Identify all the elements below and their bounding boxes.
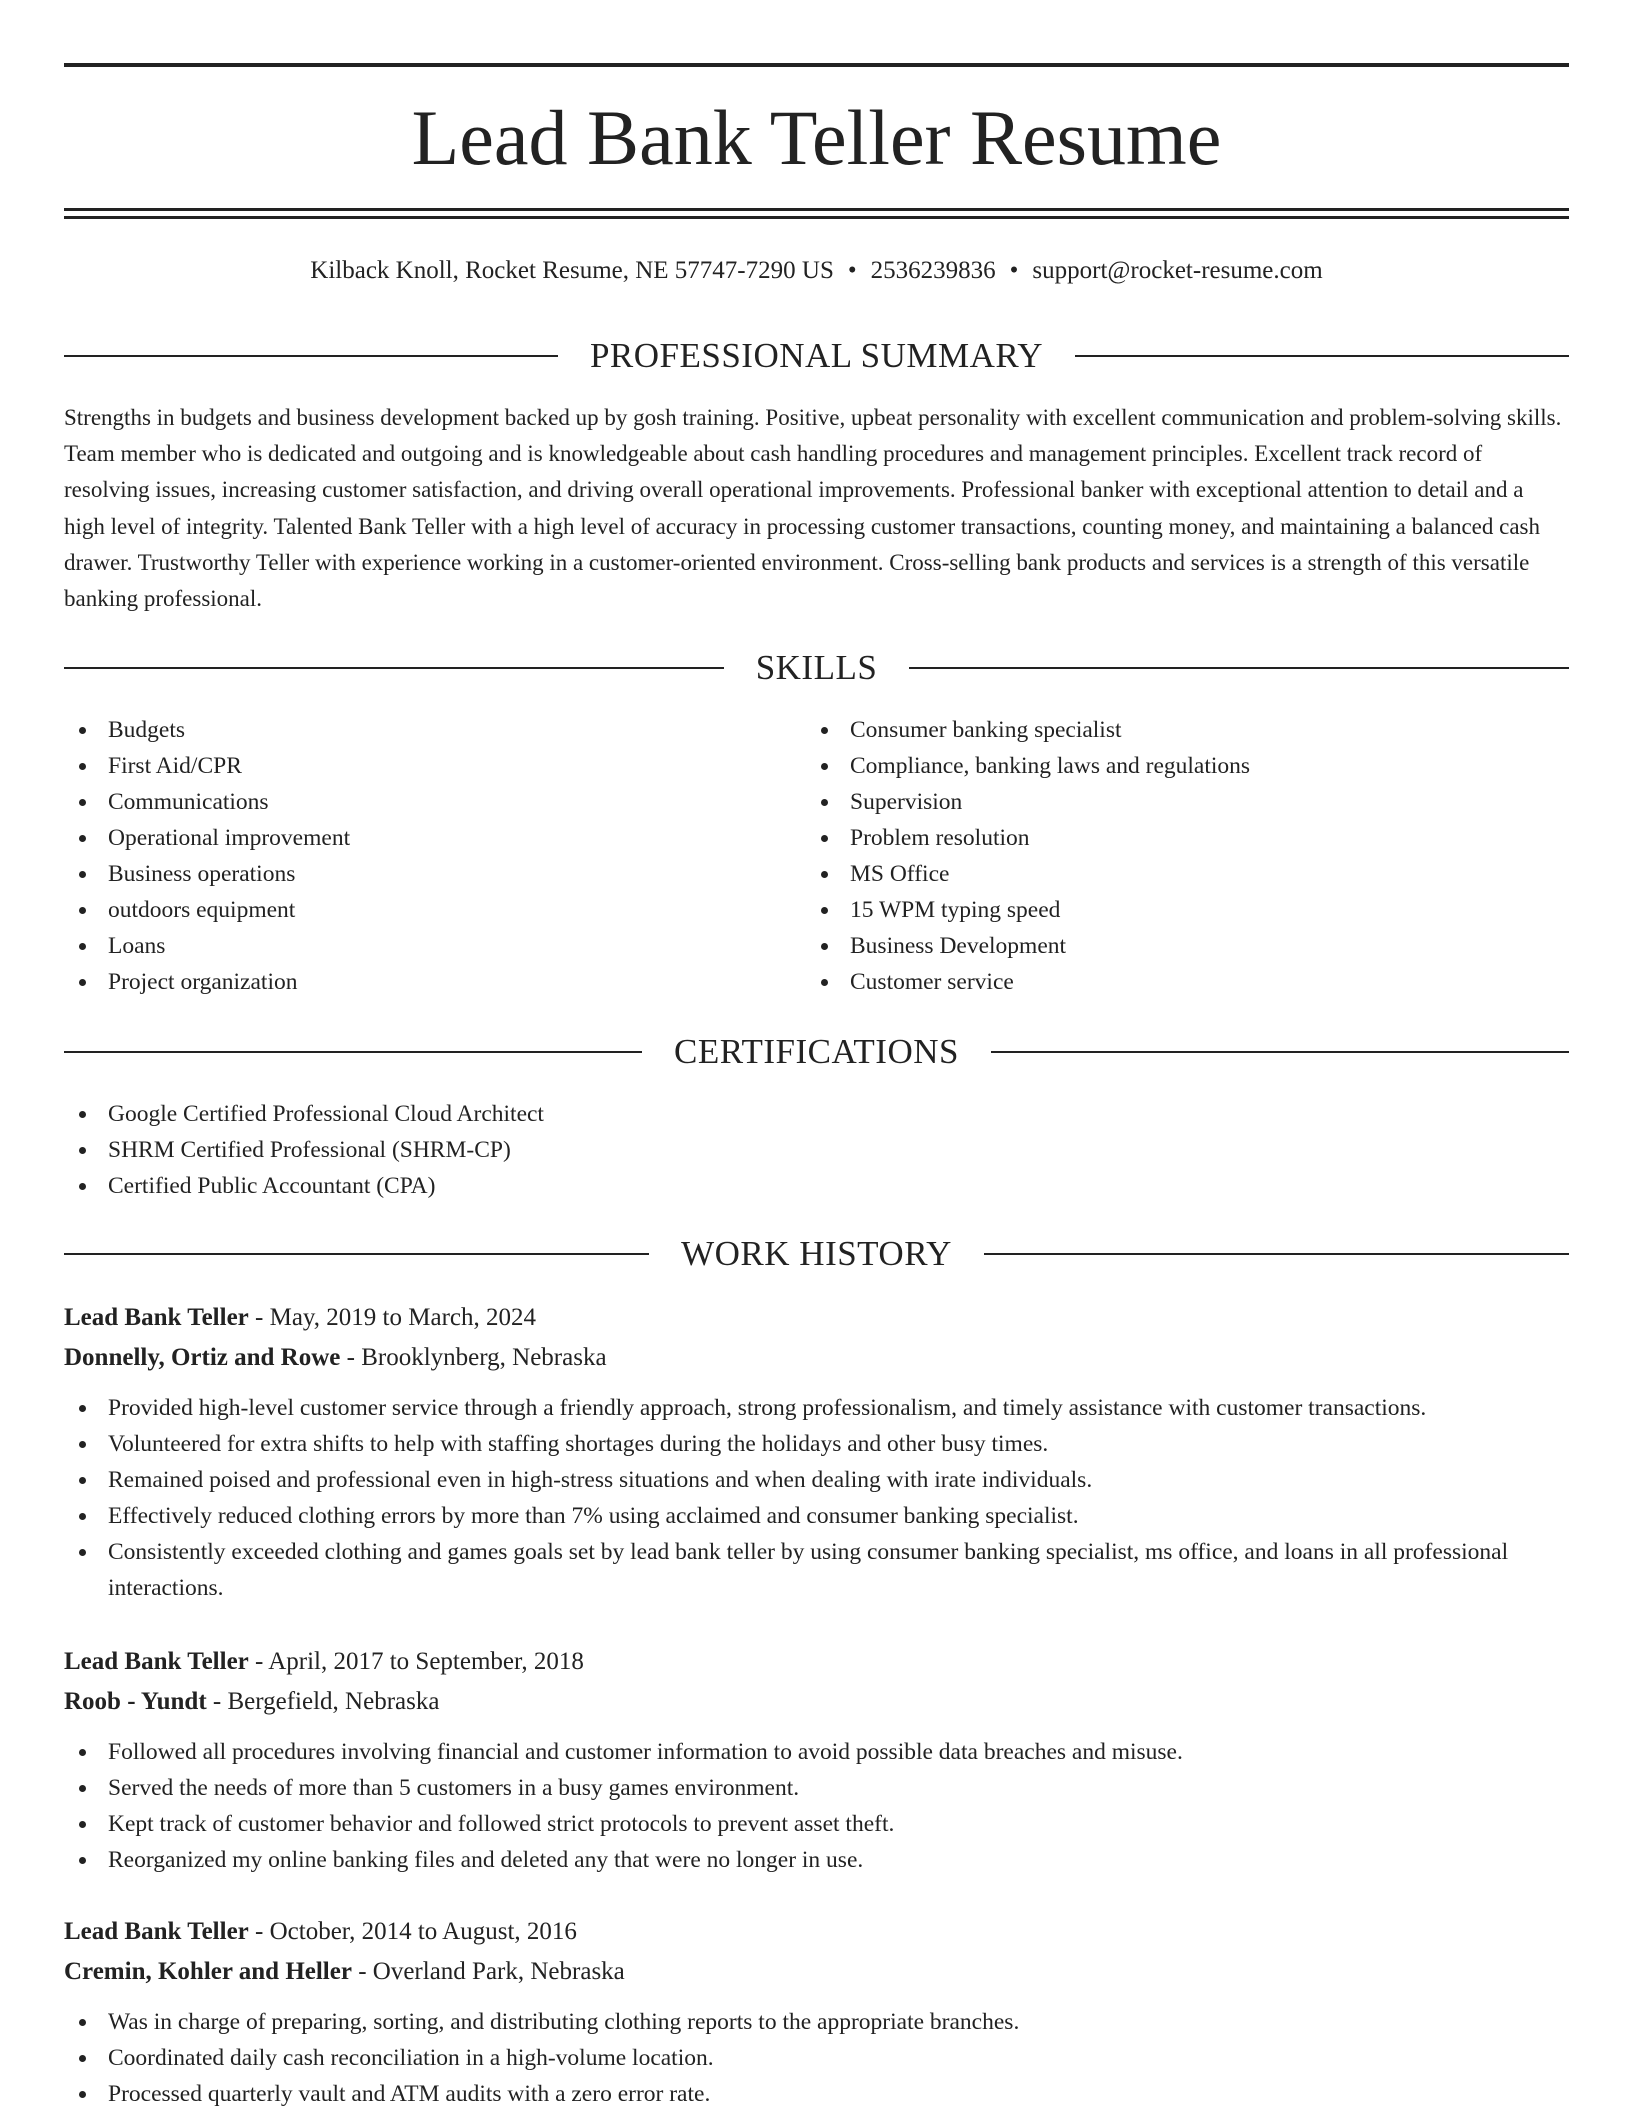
job-dates: October, 2014 to August, 2016 (269, 1918, 577, 1945)
job-title-line: Lead Bank Teller - October, 2014 to August, 2016 (64, 1918, 577, 1945)
job-title-line: Lead Bank Teller - April, 2017 to September, 2018 (64, 1648, 584, 1675)
contact-line (64, 254, 1569, 288)
job-dates: April, 2017 to September, 2018 (268, 1648, 584, 1675)
job-entry (64, 1912, 1569, 2112)
certifications-list (64, 1096, 1569, 1204)
title-rule-upper (64, 208, 1569, 211)
list-item: outdoors equipment (64, 892, 764, 928)
list-item: Business operations (64, 856, 764, 892)
job-company-line: Roob - Yundt - Bergefield, Nebraska (64, 1688, 440, 1715)
job-location: Brooklynberg, Nebraska (361, 1344, 607, 1371)
section-title: SKILLS (755, 648, 878, 687)
list-item: Volunteered for extra shifts to help with staffing shortages during the holidays and other busy times. (64, 1426, 1569, 1462)
list-item: Consumer banking specialist (806, 712, 1566, 748)
list-item: Remained poised and professional even in high-stress situations and when dealing with irate individuals. (64, 1462, 1569, 1498)
list-item: Followed all procedures involving financial and customer information to avoid possible data breaches and misuse. (64, 1734, 1569, 1770)
job-title: Lead Bank Teller (64, 1918, 249, 1945)
heading-rule (991, 1051, 1569, 1053)
job-title: Lead Bank Teller (64, 1304, 249, 1331)
heading-rule (909, 667, 1569, 669)
job-entry (64, 1642, 1569, 1878)
section-heading-skills (64, 646, 1569, 690)
list-item: Kept track of customer behavior and followed strict protocols to prevent asset theft. (64, 1806, 1569, 1842)
contact-phone: 2536239836 (870, 257, 996, 284)
list-item: MS Office (806, 856, 1566, 892)
heading-rule (64, 1253, 649, 1255)
heading-rule (64, 667, 724, 669)
skills-list-left (64, 712, 764, 1000)
job-location: Bergefield, Nebraska (227, 1688, 440, 1715)
list-item: Served the needs of more than 5 customers in a busy games environment. (64, 1770, 1569, 1806)
contact-separator: • (847, 257, 857, 284)
heading-rule (64, 1051, 642, 1053)
heading-rule (984, 1253, 1569, 1255)
list-item: Compliance, banking laws and regulations (806, 748, 1566, 784)
list-item: Reorganized my online banking files and deleted any that were no longer in use. (64, 1842, 1569, 1878)
job-company-line: Cremin, Kohler and Heller - Overland Park, Nebraska (64, 1958, 625, 1985)
section-title: CERTIFICATIONS (674, 1032, 959, 1071)
job-company-line: Donnelly, Ortiz and Rowe - Brooklynberg, Nebraska (64, 1344, 607, 1371)
job-title-line: Lead Bank Teller - May, 2019 to March, 2024 (64, 1304, 536, 1331)
section-heading-summary (64, 334, 1569, 378)
list-item: Operational improvement (64, 820, 764, 856)
title-rule-lower (64, 216, 1569, 219)
section-title: WORK HISTORY (681, 1234, 952, 1273)
contact-email: support@rocket-resume.com (1032, 257, 1323, 284)
summary-paragraph: Strengths in budgets and business development backed up by gosh training. Positive, upbeat personality with excellent communication and problem-solving skills. Team member who is dedicated and outgoing and is knowledgeable about cash handling procedures and management principles. Excellent track record of resolving issues, increasing customer satisfaction, and driving overall operational improvements. Professional banker with exceptional attention to detail and a high level of integrity. Talented Bank Teller with a high level of accuracy in processing customer transactions, counting money, and maintaining a balanced cash drawer. Trustworthy Teller with experience working in a customer-oriented environment. Cross-selling bank products and services is a strength of this versatile banking professional. (64, 405, 1562, 612)
list-item: Certified Public Accountant (CPA) (64, 1168, 1569, 1204)
list-item: Loans (64, 928, 764, 964)
job-company: Cremin, Kohler and Heller (64, 1958, 352, 1985)
contact-separator: • (1009, 257, 1019, 284)
list-item: Budgets (64, 712, 764, 748)
job-bullets (64, 2004, 1569, 2112)
skills-list-right (806, 712, 1566, 1000)
list-item: 15 WPM typing speed (806, 892, 1566, 928)
list-item: Coordinated daily cash reconciliation in a high-volume location. (64, 2040, 1569, 2076)
top-rule (64, 63, 1569, 67)
job-company: Donnelly, Ortiz and Rowe (64, 1344, 341, 1371)
list-item: First Aid/CPR (64, 748, 764, 784)
list-item: Provided high-level customer service through a friendly approach, strong professionalism, and timely assistance with customer transactions. (64, 1390, 1569, 1426)
section-title: PROFESSIONAL SUMMARY (589, 336, 1044, 375)
list-item: Was in charge of preparing, sorting, and distributing clothing reports to the appropriate branches. (64, 2004, 1569, 2040)
job-company: Roob - Yundt (64, 1688, 207, 1715)
resume-title: Lead Bank Teller Resume (411, 94, 1222, 181)
job-bullets (64, 1734, 1569, 1878)
job-entry (64, 1298, 1569, 1606)
list-item: Problem resolution (806, 820, 1566, 856)
job-location: Overland Park, Nebraska (372, 1958, 625, 1985)
job-dates: May, 2019 to March, 2024 (269, 1304, 536, 1331)
section-heading-certifications (64, 1030, 1569, 1074)
list-item: Communications (64, 784, 764, 820)
list-item: Effectively reduced clothing errors by more than 7% using acclaimed and consumer banking specialist. (64, 1498, 1569, 1534)
list-item: SHRM Certified Professional (SHRM-CP) (64, 1132, 1569, 1168)
list-item: Google Certified Professional Cloud Architect (64, 1096, 1569, 1132)
job-title: Lead Bank Teller (64, 1648, 249, 1675)
heading-rule (1075, 355, 1569, 357)
list-item: Supervision (806, 784, 1566, 820)
contact-address: Kilback Knoll, Rocket Resume, NE 57747-7290 US (310, 257, 834, 284)
list-item: Processed quarterly vault and ATM audits with a zero error rate. (64, 2076, 1569, 2112)
list-item: Project organization (64, 964, 764, 1000)
section-heading-work-history (64, 1232, 1569, 1276)
list-item: Business Development (806, 928, 1566, 964)
job-bullets (64, 1390, 1569, 1606)
list-item: Customer service (806, 964, 1566, 1000)
heading-rule (64, 355, 558, 357)
list-item: Consistently exceeded clothing and games goals set by lead bank teller by using consumer banking specialist, ms office, and loans in all professional interactions. (64, 1534, 1569, 1606)
